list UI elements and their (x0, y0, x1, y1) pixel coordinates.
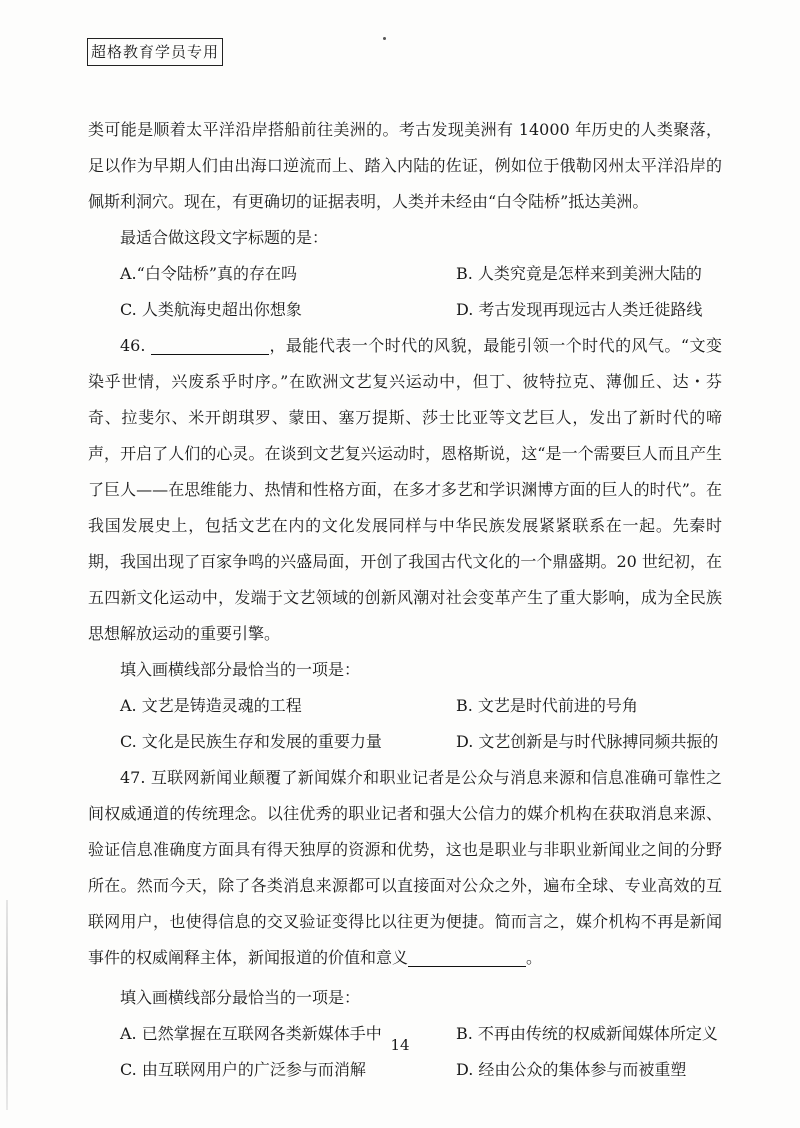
main-content (88, 112, 722, 1088)
q45-prompt: 最适合做这段文字标题的是： (120, 228, 329, 247)
q46-number: 46. (120, 336, 146, 355)
q47-blank-line (408, 944, 526, 967)
q47-prompt: 填入画横线部分最恰当的一项是： (120, 988, 361, 1007)
q45-option-d: D. 考古发现再现远古人类迁徙路线 (456, 300, 703, 319)
q47-passage (88, 760, 722, 976)
q47-option-d: D. 经由公众的集体参与而被重塑 (456, 1060, 687, 1079)
q45-option-a: A.“白令陆桥”真的存在吗 (120, 264, 298, 283)
q47-option-a: A. 已然掌握在互联网各类新媒体手中 (120, 1024, 382, 1043)
q47-passage-text: 47. 互联网新闻业颠覆了新闻媒介和职业记者是公众与消息来源和信息准确可靠性之间权威通道的传统理念。以往优秀的职业记者和强大公信力的媒介机构在获取消息来源、验证信息准确度方面具有得天独厚的资源和优势，这也是职业与非职业新闻业之间的分野所在。然而今天，除了各类消息来源都可以直接面对公众之外，遍布全球、专业高效的互联网用户，也使得信息的交叉验证变得比以往更为便捷。简而言之，媒介机构不再是新闻事件的权威阐释主体，新闻报道的价值和意义 (88, 768, 722, 967)
q46-option-c: C. 文化是民族生存和发展的重要力量 (120, 732, 382, 751)
q46-option-a: A. 文艺是铸造灵魂的工程 (120, 696, 302, 715)
q46-option-d: D. 文艺创新是与时代脉搏同频共振的 (456, 732, 719, 751)
q46-passage-text: ，最能代表一个时代的风貌，最能引领一个时代的风气。“文变染乎世情，兴废系乎时序。”在欧洲文艺复兴运动中，但丁、彼特拉克、薄伽丘、达・芬奇、拉斐尔、米开朗琪罗、蒙田、塞万提斯、莎士比亚等文艺巨人，发出了新时代的啼声，开启了人们的心灵。在谈到文艺复兴运动时，恩格斯说，这“是一个需要巨人而且产生了巨人——在思维能力、热情和性格方面，在多才多艺和学识渊博方面的巨人的时代”。在我国发展史上，包括文艺在内的文化发展同样与中华民族发展紧紧联系在一起。先秦时期，我国出现了百家争鸣的兴盛局面，开创了我国古代文化的一个鼎盛期。20 世纪初，在五四新文化运动中，发端于文艺领域的创新风潮对社会变革产生了重大影响，成为全民族思想解放运动的重要引擎。 (88, 336, 722, 643)
q46-option-b: B. 文艺是时代前进的号角 (456, 696, 638, 715)
q45-options (88, 256, 722, 328)
q45-option-b: B. 人类究竟是怎样来到美洲大陆的 (456, 264, 702, 283)
q47-passage-end: 。 (526, 948, 543, 967)
page-number: 14 (390, 1036, 410, 1054)
scan-edge-shadow (6, 900, 8, 1110)
q47-option-b: B. 不再由传统的权威新闻媒体所定义 (456, 1024, 718, 1043)
q46-passage (88, 328, 722, 652)
q46-blank-line (151, 332, 269, 355)
q46-prompt: 填入画横线部分最恰当的一项是： (120, 660, 361, 679)
q46-options (88, 688, 722, 760)
q45-option-c: C. 人类航海史超出你想象 (120, 300, 302, 319)
header-label: 超格教育学员专用 (87, 38, 223, 66)
scan-speck (383, 37, 386, 40)
q45-passage-tail: 类可能是顺着太平洋沿岸搭船前往美洲的。考古发现美洲有 14000 年历史的人类聚落，足以作为早期人们由出海口逆流而上、踏入内陆的佐证，例如位于俄勒冈州太平洋沿岸的佩斯利洞穴。现在，有更确切的证据表明，人类并未经由“白令陆桥”抵达美洲。 (88, 120, 722, 211)
q47-option-c: C. 由互联网用户的广泛参与而消解 (120, 1060, 366, 1079)
